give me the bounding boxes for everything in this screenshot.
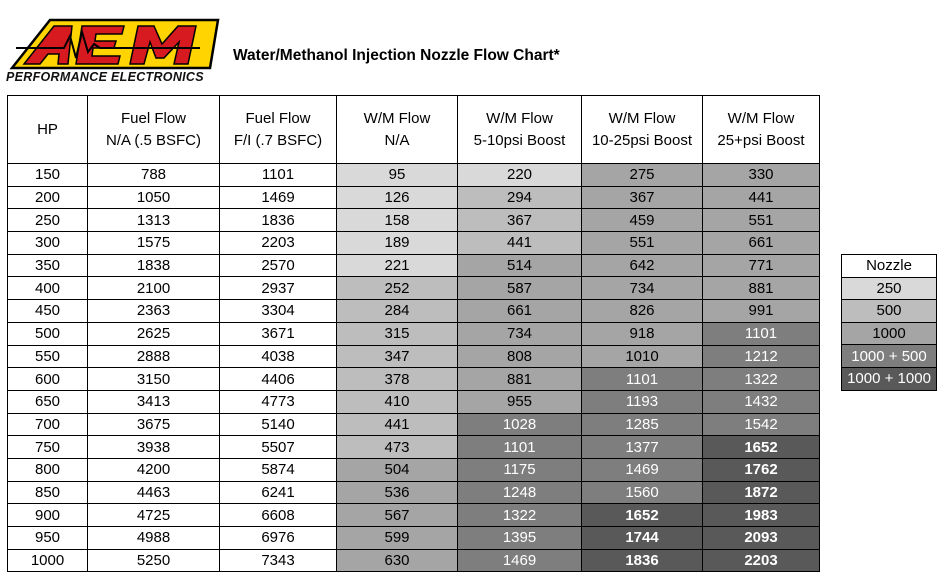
hp-cell: 800 xyxy=(8,458,88,481)
column-header xyxy=(582,96,703,164)
value-cell: 347 xyxy=(337,345,458,368)
value-cell: 315 xyxy=(337,322,458,345)
value-cell: 3413 xyxy=(88,390,220,413)
value-cell: 294 xyxy=(458,186,582,209)
value-cell: 587 xyxy=(458,277,582,300)
value-cell: 367 xyxy=(458,209,582,232)
legend-row xyxy=(842,367,937,390)
column-header-line: 10-25psi Boost xyxy=(591,131,693,149)
nozzle-flow-table xyxy=(7,95,820,572)
table-row xyxy=(8,368,820,391)
value-cell: 514 xyxy=(458,254,582,277)
value-cell: 734 xyxy=(582,277,703,300)
value-cell: 2937 xyxy=(220,277,337,300)
value-cell: 881 xyxy=(703,277,820,300)
table-row xyxy=(8,186,820,209)
value-cell: 551 xyxy=(582,232,703,255)
legend-title: Nozzle xyxy=(842,255,937,278)
value-cell: 826 xyxy=(582,300,703,323)
hp-cell: 750 xyxy=(8,436,88,459)
value-cell: 6241 xyxy=(220,481,337,504)
table-row xyxy=(8,458,820,481)
legend-row xyxy=(842,277,937,300)
value-cell: 2888 xyxy=(88,345,220,368)
column-header-line: Fuel Flow xyxy=(120,109,187,127)
legend-swatch: 250 xyxy=(842,277,937,300)
hp-cell: 850 xyxy=(8,481,88,504)
value-cell: 275 xyxy=(582,164,703,187)
value-cell: 788 xyxy=(88,164,220,187)
column-header xyxy=(88,96,220,164)
value-cell: 2093 xyxy=(703,527,820,550)
value-cell: 1322 xyxy=(458,504,582,527)
value-cell: 734 xyxy=(458,322,582,345)
table-row xyxy=(8,209,820,232)
column-header xyxy=(703,96,820,164)
value-cell: 367 xyxy=(582,186,703,209)
value-cell: 504 xyxy=(337,458,458,481)
value-cell: 661 xyxy=(703,232,820,255)
column-header-line: Fuel Flow xyxy=(245,109,311,127)
value-cell: 771 xyxy=(703,254,820,277)
value-cell: 918 xyxy=(582,322,703,345)
value-cell: 1560 xyxy=(582,481,703,504)
value-cell: 642 xyxy=(582,254,703,277)
table-row xyxy=(8,527,820,550)
column-header-line: W/M Flow xyxy=(608,109,676,127)
value-cell: 2363 xyxy=(88,300,220,323)
hp-cell: 400 xyxy=(8,277,88,300)
value-cell: 4773 xyxy=(220,390,337,413)
value-cell: 126 xyxy=(337,186,458,209)
value-cell: 1101 xyxy=(703,322,820,345)
value-cell: 551 xyxy=(703,209,820,232)
column-header xyxy=(337,96,458,164)
value-cell: 5874 xyxy=(220,458,337,481)
legend-row xyxy=(842,345,937,368)
legend-swatch: 1000 xyxy=(842,322,937,345)
hp-cell: 900 xyxy=(8,504,88,527)
value-cell: 1377 xyxy=(582,436,703,459)
table-row xyxy=(8,232,820,255)
value-cell: 1313 xyxy=(88,209,220,232)
legend-swatch: 500 xyxy=(842,300,937,323)
column-header-line: W/M Flow xyxy=(727,109,795,127)
hp-cell: 300 xyxy=(8,232,88,255)
value-cell: 3671 xyxy=(220,322,337,345)
value-cell: 1836 xyxy=(220,209,337,232)
page-title: Water/Methanol Injection Nozzle Flow Chart* xyxy=(233,47,560,64)
value-cell: 4038 xyxy=(220,345,337,368)
table-row xyxy=(8,504,820,527)
table-row xyxy=(8,413,820,436)
hp-cell: 950 xyxy=(8,527,88,550)
value-cell: 955 xyxy=(458,390,582,413)
value-cell: 4463 xyxy=(88,481,220,504)
value-cell: 3304 xyxy=(220,300,337,323)
value-cell: 536 xyxy=(337,481,458,504)
hp-cell: 350 xyxy=(8,254,88,277)
value-cell: 630 xyxy=(337,549,458,572)
value-cell: 1469 xyxy=(220,186,337,209)
value-cell: 1010 xyxy=(582,345,703,368)
hp-cell: 600 xyxy=(8,368,88,391)
value-cell: 1542 xyxy=(703,413,820,436)
column-header-line: N/A (.5 BSFC) xyxy=(105,131,202,149)
column-header-line: 25+psi Boost xyxy=(717,131,805,149)
value-cell: 3150 xyxy=(88,368,220,391)
value-cell: 1575 xyxy=(88,232,220,255)
legend-row xyxy=(842,322,937,345)
hp-cell: 250 xyxy=(8,209,88,232)
column-header-line: F/I (.7 BSFC) xyxy=(233,131,323,149)
value-cell: 1836 xyxy=(582,549,703,572)
value-cell: 2570 xyxy=(220,254,337,277)
value-cell: 5507 xyxy=(220,436,337,459)
value-cell: 1762 xyxy=(703,458,820,481)
value-cell: 4200 xyxy=(88,458,220,481)
table-row xyxy=(8,481,820,504)
value-cell: 1469 xyxy=(458,549,582,572)
value-cell: 1744 xyxy=(582,527,703,550)
value-cell: 5250 xyxy=(88,549,220,572)
table-row xyxy=(8,164,820,187)
value-cell: 1322 xyxy=(703,368,820,391)
column-header-line: HP xyxy=(37,120,58,138)
value-cell: 1432 xyxy=(703,390,820,413)
value-cell: 599 xyxy=(337,527,458,550)
legend-swatch: 1000 + 500 xyxy=(842,345,937,368)
table-row xyxy=(8,436,820,459)
value-cell: 567 xyxy=(337,504,458,527)
value-cell: 4988 xyxy=(88,527,220,550)
value-cell: 221 xyxy=(337,254,458,277)
hp-cell: 500 xyxy=(8,322,88,345)
value-cell: 2203 xyxy=(220,232,337,255)
value-cell: 1652 xyxy=(703,436,820,459)
column-header xyxy=(458,96,582,164)
value-cell: 1248 xyxy=(458,481,582,504)
table-row xyxy=(8,322,820,345)
value-cell: 2203 xyxy=(703,549,820,572)
value-cell: 808 xyxy=(458,345,582,368)
value-cell: 473 xyxy=(337,436,458,459)
value-cell: 1469 xyxy=(582,458,703,481)
value-cell: 1872 xyxy=(703,481,820,504)
table-row xyxy=(8,345,820,368)
table-row xyxy=(8,390,820,413)
value-cell: 2100 xyxy=(88,277,220,300)
value-cell: 220 xyxy=(458,164,582,187)
value-cell: 5140 xyxy=(220,413,337,436)
value-cell: 330 xyxy=(703,164,820,187)
value-cell: 441 xyxy=(458,232,582,255)
legend-swatch: 1000 + 1000 xyxy=(842,367,937,390)
table-row xyxy=(8,300,820,323)
value-cell: 1395 xyxy=(458,527,582,550)
value-cell: 2625 xyxy=(88,322,220,345)
logo-subtitle: PERFORMANCE ELECTRONICS xyxy=(6,70,204,84)
value-cell: 3938 xyxy=(88,436,220,459)
legend-row xyxy=(842,300,937,323)
value-cell: 441 xyxy=(337,413,458,436)
column-header xyxy=(220,96,337,164)
table-header-row xyxy=(8,96,820,164)
value-cell: 1838 xyxy=(88,254,220,277)
value-cell: 6976 xyxy=(220,527,337,550)
value-cell: 1652 xyxy=(582,504,703,527)
value-cell: 284 xyxy=(337,300,458,323)
value-cell: 1212 xyxy=(703,345,820,368)
hp-cell: 450 xyxy=(8,300,88,323)
hp-cell: 550 xyxy=(8,345,88,368)
value-cell: 410 xyxy=(337,390,458,413)
value-cell: 1028 xyxy=(458,413,582,436)
value-cell: 1285 xyxy=(582,413,703,436)
column-header-line: W/M Flow xyxy=(486,109,553,127)
value-cell: 3675 xyxy=(88,413,220,436)
value-cell: 378 xyxy=(337,368,458,391)
table-body xyxy=(8,164,820,572)
column-header-line: W/M Flow xyxy=(363,109,431,127)
value-cell: 4406 xyxy=(220,368,337,391)
value-cell: 881 xyxy=(458,368,582,391)
value-cell: 1175 xyxy=(458,458,582,481)
legend-title-row xyxy=(842,255,937,278)
hp-cell: 650 xyxy=(8,390,88,413)
value-cell: 1101 xyxy=(220,164,337,187)
table-row xyxy=(8,277,820,300)
value-cell: 189 xyxy=(337,232,458,255)
value-cell: 1983 xyxy=(703,504,820,527)
value-cell: 441 xyxy=(703,186,820,209)
value-cell: 158 xyxy=(337,209,458,232)
value-cell: 1101 xyxy=(458,436,582,459)
column-header xyxy=(8,96,88,164)
hp-cell: 200 xyxy=(8,186,88,209)
column-header-line: N/A xyxy=(384,131,410,149)
value-cell: 1193 xyxy=(582,390,703,413)
value-cell: 661 xyxy=(458,300,582,323)
table-row xyxy=(8,254,820,277)
value-cell: 252 xyxy=(337,277,458,300)
value-cell: 459 xyxy=(582,209,703,232)
value-cell: 1101 xyxy=(582,368,703,391)
table-row xyxy=(8,549,820,572)
hp-cell: 1000 xyxy=(8,549,88,572)
value-cell: 991 xyxy=(703,300,820,323)
value-cell: 1050 xyxy=(88,186,220,209)
value-cell: 6608 xyxy=(220,504,337,527)
column-header-line: 5-10psi Boost xyxy=(473,131,566,149)
hp-cell: 150 xyxy=(8,164,88,187)
hp-cell: 700 xyxy=(8,413,88,436)
value-cell: 95 xyxy=(337,164,458,187)
nozzle-legend xyxy=(841,254,937,391)
value-cell: 4725 xyxy=(88,504,220,527)
value-cell: 7343 xyxy=(220,549,337,572)
